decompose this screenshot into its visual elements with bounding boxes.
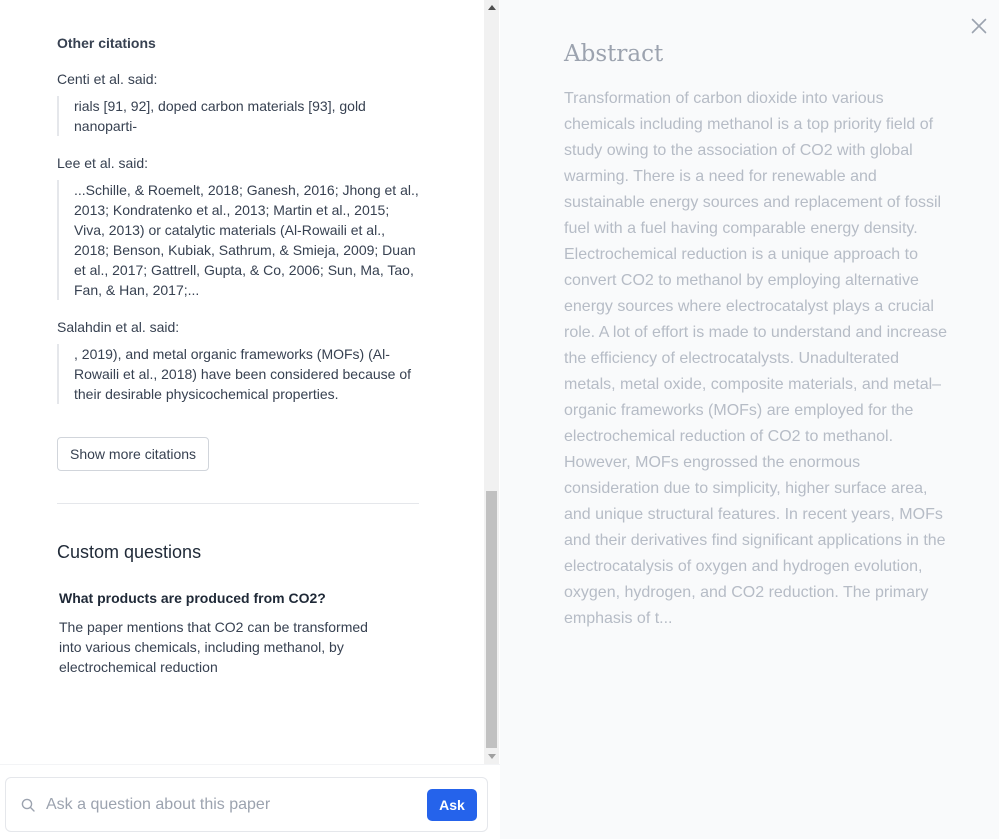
abstract-text: Transformation of carbon dioxide into various chemicals including methanol is a top priority field of study owing to the association of CO2 with global warming. There is a need for renewable and sustainable energy sources and replacement of fossil fuel with a fuel having comparable energy density. Electrochemical reduction is a unique approach to convert CO2 to methanol by employing alternative energy sources where electrocatalyst plays a crucial role. A lot of effort is made to understand and increase the efficiency of electrocatalysts. Unadulterated metals, metal oxide, composite materials, and metal–organic frameworks (MOFs) are employed for the electrochemical reduction of CO2 to methanol. However, MOFs engrossed the enormous consideration due to simplicity, higher surface area, and unique structural features. In recent years, MOFs and their derivatives find significant applications in the electrocatalysis of oxygen and hydrogen evolution, oxygen, hydrogen, and CO2 reduction. The primary emphasis of t... — [564, 90, 948, 627]
scroll-up-arrow-icon[interactable] — [484, 0, 499, 15]
ask-button[interactable]: Ask — [427, 789, 477, 821]
citation-item — [57, 70, 419, 136]
custom-answer: The paper mentions that CO2 can be transformed into various chemicals, including methanol, by electrochemical reduction — [59, 619, 368, 675]
show-more-citations-button[interactable]: Show more citations — [57, 437, 209, 471]
search-icon — [21, 798, 35, 812]
citation-quote: , 2019), and metal organic frameworks (MOFs) (Al-Rowaili et al., 2018) have been considered because of their desirable physicochemical properties. — [57, 344, 419, 404]
citations-scroll-area[interactable] — [0, 0, 484, 764]
scroll-down-arrow-icon[interactable] — [484, 749, 499, 764]
citation-quote: ...Schille, & Roemelt, 2018; Ganesh, 2016; Jhong et al., 2013; Kondratenko et al., 2013; Martin et al., 2015; Viva, 2013) or catalytic materials (Al-Rowaili et al., 2018; Benson, Kubiak, Sathrum, & Smieja, 2009; Duan et al., 2017; Gattrell, Gupta, & Co, 2006; Sun, Ma, Tao, Fan, & Han, 2017;... — [57, 180, 419, 300]
other-citations-title: Other citations — [57, 35, 156, 51]
abstract-title: Abstract — [564, 41, 664, 67]
citation-author: Lee et al. said: — [57, 155, 149, 171]
section-divider — [57, 503, 419, 504]
custom-questions-title: Custom questions — [57, 542, 202, 562]
left-content — [57, 34, 419, 677]
citation-item — [57, 318, 419, 404]
custom-question: What products are produced from CO2? — [59, 590, 326, 606]
ask-box — [5, 777, 488, 832]
close-icon[interactable] — [969, 16, 989, 36]
citation-author: Centi et al. said: — [57, 71, 158, 87]
scrollbar-thumb[interactable] — [486, 491, 497, 748]
ask-bar — [0, 764, 500, 839]
citation-author: Salahdin et al. said: — [57, 319, 180, 335]
abstract-pane — [500, 0, 999, 839]
ask-question-input[interactable] — [46, 792, 416, 818]
citation-quote: rials [91, 92], doped carbon materials [93], gold nanoparti- — [57, 96, 419, 136]
citation-item — [57, 154, 419, 300]
left-scrollbar[interactable] — [484, 0, 499, 764]
